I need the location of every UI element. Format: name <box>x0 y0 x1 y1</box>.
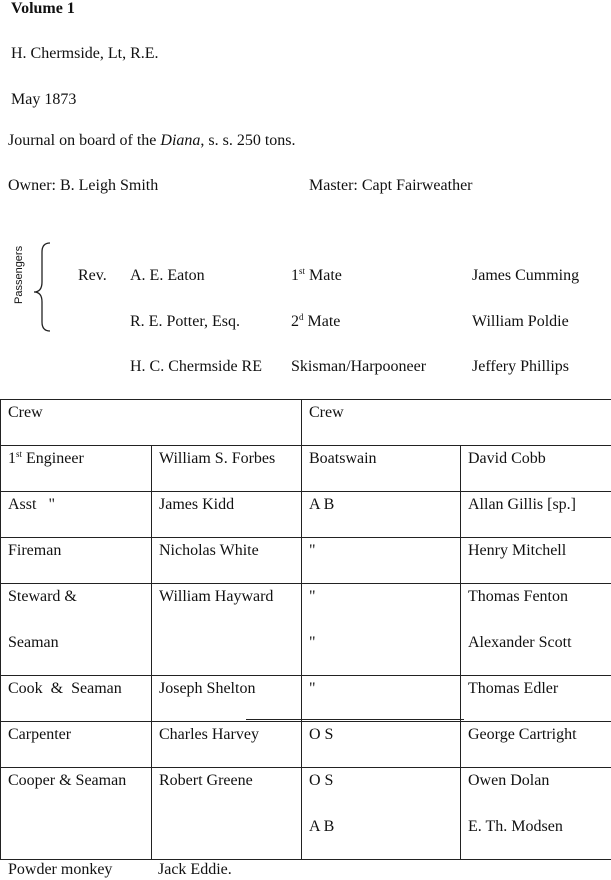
crew-header-right: Crew <box>302 400 611 446</box>
crew-name: Henry Mitchell <box>461 538 611 584</box>
crew-role: Boatswain <box>302 446 461 492</box>
crew-name: Allan Gillis [sp.] <box>461 492 611 538</box>
crew-name: David Cobb <box>461 446 611 492</box>
crew-role: O S A B <box>302 768 461 860</box>
table-row <box>1 400 611 446</box>
officer-name: Jeffery Phillips <box>472 358 570 375</box>
crew-role: A B <box>302 492 461 538</box>
table-row <box>1 676 611 722</box>
crew-name: George Cartright <box>461 722 611 768</box>
crew-role: Asst " <box>1 492 152 538</box>
crew-name: Thomas Edler <box>461 676 611 722</box>
table-row <box>1 492 611 538</box>
officer-name: William Poldie <box>472 313 569 330</box>
crew-role: 1st Engineer <box>1 446 152 492</box>
crew-role: O S <box>302 722 461 768</box>
crew-name: Robert Greene <box>152 768 302 860</box>
ship-name: Diana <box>160 132 201 149</box>
crew-table <box>0 399 611 860</box>
crew-name: Joseph Shelton <box>152 676 302 722</box>
officer-rank: Skisman/Harpooneer <box>291 358 427 375</box>
crew-name: William Hayward <box>152 584 302 676</box>
table-row <box>1 538 611 584</box>
crew-name: Thomas Fenton Alexander Scott <box>461 584 611 676</box>
journal-line <box>8 132 296 150</box>
passengers-bracket <box>30 242 54 334</box>
journal-prefix: Journal on board of the <box>8 132 161 149</box>
date-line: May 1873 <box>11 91 77 108</box>
table-row <box>1 768 611 860</box>
table-row <box>1 446 611 492</box>
crew-role: Cooper & Seaman <box>1 768 152 860</box>
owner-label: Owner: B. Leigh Smith <box>8 177 159 194</box>
journal-suffix: , s. s. 250 tons. <box>200 132 296 149</box>
table-rule-overlay <box>246 719 464 720</box>
crew-role: Carpenter <box>1 722 152 768</box>
crew-role: Steward & Seaman <box>1 584 152 676</box>
passenger-name: A. E. Eaton <box>130 267 205 284</box>
table-row <box>1 722 611 768</box>
crew-name: Nicholas White <box>152 538 302 584</box>
crew-role: Cook & Seaman <box>1 676 152 722</box>
crew-role: " " <box>302 584 461 676</box>
passenger-title: Rev. <box>78 267 107 284</box>
passenger-name: R. E. Potter, Esq. <box>130 313 241 330</box>
crew-name: Owen Dolan E. Th. Modsen <box>461 768 611 860</box>
officer-rank: 1st Mate <box>291 266 342 284</box>
passenger-name: H. C. Chermside RE <box>130 358 262 375</box>
master-label: Master: Capt Fairweather <box>309 177 473 194</box>
author-line: H. Chermside, Lt, R.E. <box>11 45 159 62</box>
footer-name: Jack Eddie. <box>158 861 232 878</box>
crew-role: Fireman <box>1 538 152 584</box>
crew-name: William S. Forbes <box>152 446 302 492</box>
crew-role: " <box>302 676 461 722</box>
officer-rank: 2$^d$ Mate <box>291 312 341 330</box>
table-row <box>1 584 611 676</box>
footer-role: Powder monkey <box>8 861 113 878</box>
crew-name: Charles Harvey <box>152 722 302 768</box>
crew-header-left: Crew <box>1 400 302 446</box>
passengers-label: Passengers <box>13 245 25 304</box>
crew-name: James Kidd <box>152 492 302 538</box>
volume-title: Volume 1 <box>11 0 75 17</box>
crew-role: " <box>302 538 461 584</box>
officer-name: James Cumming <box>472 267 580 284</box>
